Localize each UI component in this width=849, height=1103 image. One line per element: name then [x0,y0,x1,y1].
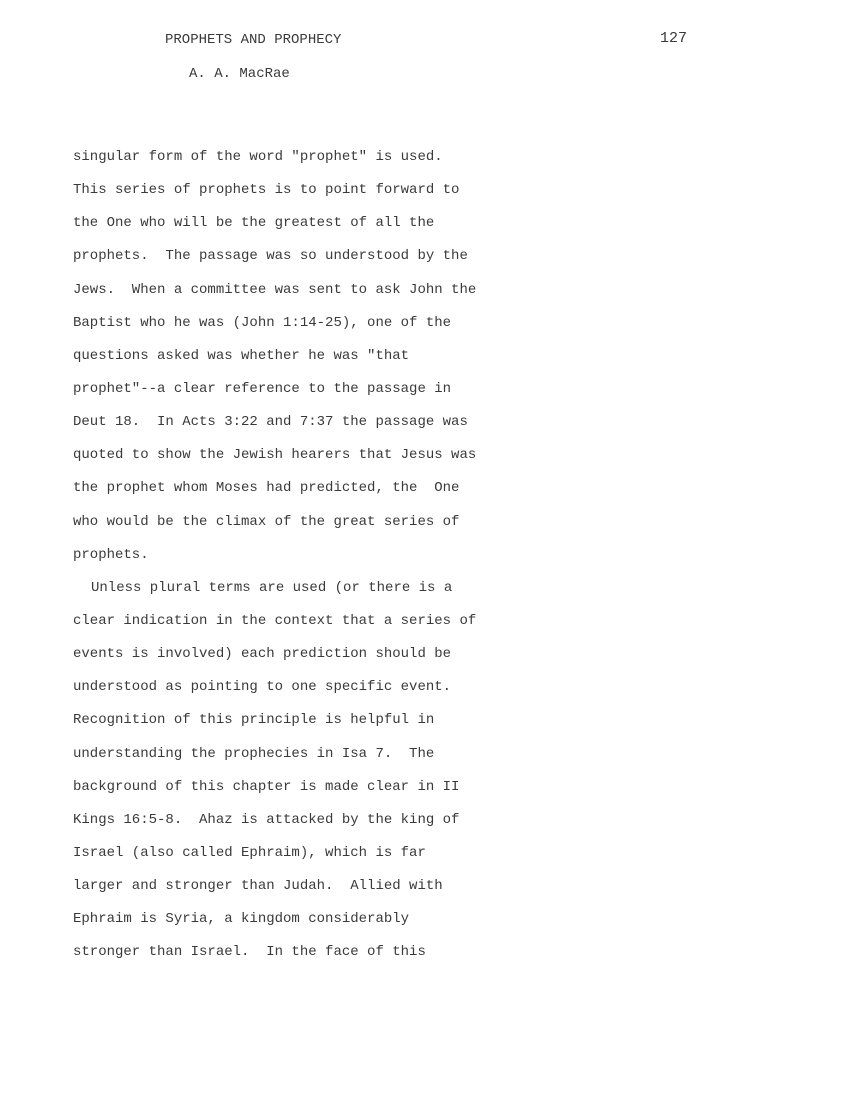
running-title: PROPHETS AND PROPHECY [165,32,342,48]
text-line: stronger than Israel. In the face of this [73,944,426,961]
text-line: larger and stronger than Judah. Allied with [73,878,443,895]
text-line: prophets. The passage was so understood by the [73,248,468,265]
text-line: Baptist who he was (John 1:14-25), one of the [73,314,452,331]
text-line: the One who will be the greatest of all the [73,215,435,232]
text-line: Israel (also called Ephraim), which is far [73,844,426,861]
text-line: the prophet whom Moses had predicted, the One [73,480,460,497]
text-line: prophets. [73,546,149,563]
text-line: singular form of the word "prophet" is used. [73,149,443,165]
text-line: Unless plural terms are used (or there is a [91,579,453,596]
text-line: clear indication in the context that a series of [73,612,477,629]
text-line: Recognition of this principle is helpful in [73,712,435,729]
body-text [73,146,476,975]
text-line: Kings 16:5-8. Ahaz is attacked by the king of [73,811,460,828]
text-line: quoted to show the Jewish hearers that Jesus was [73,447,477,464]
text-line: This series of prophets is to point forward to [73,182,460,199]
text-line: understanding the prophecies in Isa 7. The [73,745,435,762]
text-line: questions asked was whether he was "that [73,347,410,364]
text-line: Jews. When a committee was sent to ask John the [73,281,477,298]
text-line: prophet"--a clear reference to the passage in [73,380,452,397]
text-line: Deut 18. In Acts 3:22 and 7:37 the passage was [73,414,468,431]
text-line: Ephraim is Syria, a kingdom considerably [73,911,410,928]
text-line: understood as pointing to one specific event. [73,679,452,696]
text-line: events is involved) each prediction should be [73,646,452,663]
author-name: A. A. MacRae [189,66,290,82]
text-line: background of this chapter is made clear in II [73,778,460,795]
page-number: 127 [660,30,688,47]
text-line: who would be the climax of the great series of [73,513,460,530]
